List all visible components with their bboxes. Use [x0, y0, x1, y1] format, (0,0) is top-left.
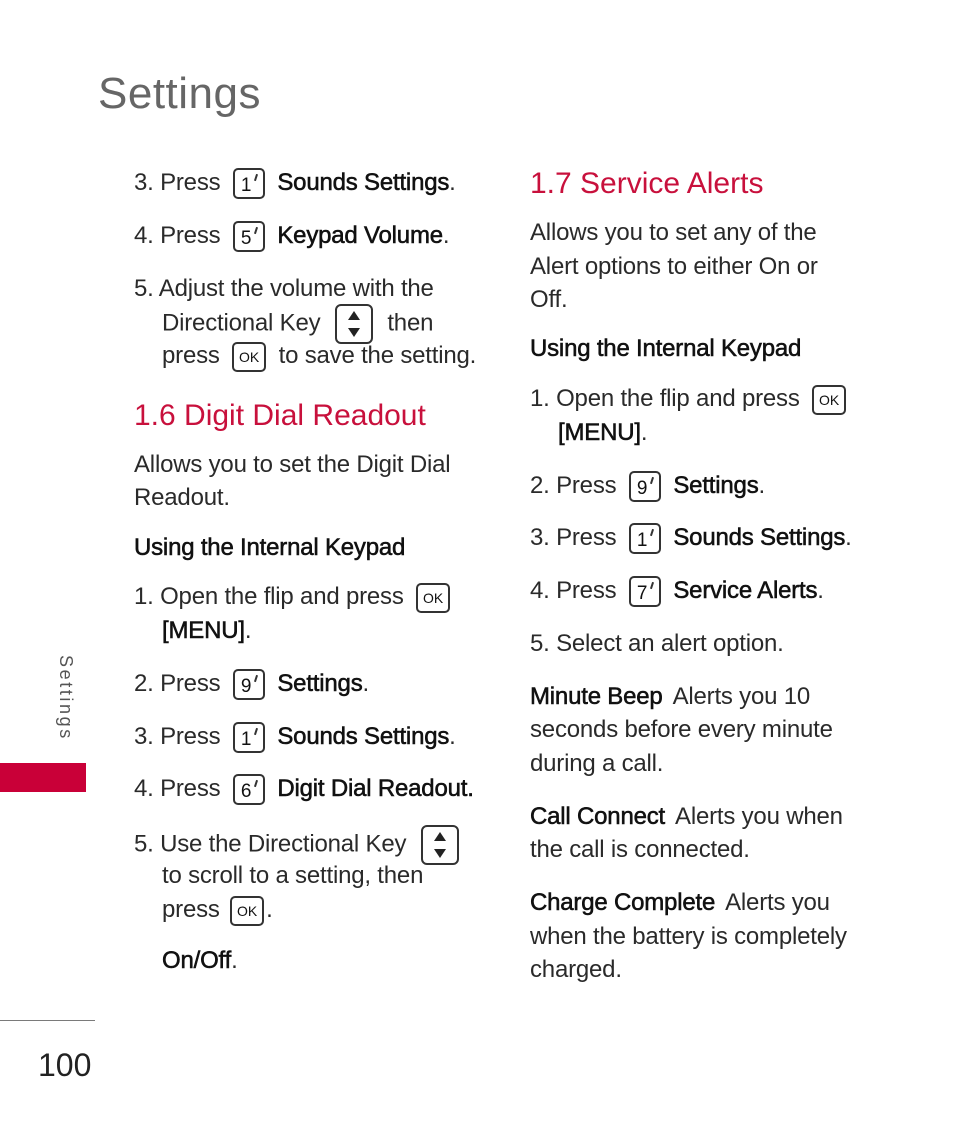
step-5-line-3: press OK to save the setting.: [162, 339, 476, 373]
side-tab-label: Settings: [56, 655, 76, 741]
step-1-open-flip: 1. Open the flip and press OK: [530, 382, 852, 416]
step-3-sounds-settings: 3. Press 1 Sounds Settings.: [134, 720, 456, 754]
option-description-line: when the battery is completely: [530, 923, 847, 950]
option-charge-complete: Charge Complete Alerts you: [530, 889, 830, 916]
step-5-select-option: 5. Select an alert option.: [530, 630, 784, 657]
step-4-keypad-volume: 4. Press 5 Keypad Volume.: [134, 219, 449, 253]
step-2-settings: 2. Press 9 Settings.: [530, 469, 765, 503]
step-1-menu: [MENU].: [558, 419, 648, 446]
section-heading-service-alerts: 1.7 Service Alerts: [530, 167, 764, 200]
key-6-icon: 6: [233, 774, 265, 805]
step-3-sounds-settings: 3. Press 1 Sounds Settings.: [530, 521, 852, 555]
key-1-icon: 1: [233, 168, 265, 199]
option-minute-beep: Minute Beep Alerts you 10: [530, 683, 811, 710]
key-mark: [254, 780, 258, 787]
ok-key-icon: OK: [416, 583, 450, 613]
section-description-line: Allows you to set any of the: [530, 219, 817, 246]
ok-key-icon: OK: [812, 385, 846, 415]
key-mark: [650, 477, 654, 484]
step-4-digit-dial-readout: 4. Press 6 Digit Dial Readout.: [134, 772, 474, 806]
section-description-line: Readout.: [134, 484, 230, 511]
page-number: 100: [38, 1047, 92, 1083]
step-1-menu: [MENU].: [162, 617, 252, 644]
key-mark: [254, 227, 258, 234]
section-heading-digit-dial-readout: 1.6 Digit Dial Readout: [134, 399, 426, 432]
option-on-off: On/Off.: [162, 947, 238, 974]
section-description-line: Alert options to either On or: [530, 253, 818, 280]
method-label: Using the Internal Keypad: [134, 534, 406, 561]
side-tab-marker: [0, 763, 86, 792]
step-5-line-1: 5. Adjust the volume with the: [134, 275, 434, 302]
key-9-icon: 9: [629, 471, 661, 502]
key-1-icon: 1: [233, 722, 265, 753]
directional-key-icon: [421, 825, 459, 865]
key-1-icon: 1: [629, 523, 661, 554]
key-mark: [650, 529, 654, 536]
option-description-line: charged.: [530, 956, 622, 983]
option-description-line: the call is connected.: [530, 836, 750, 863]
option-description-line: seconds before every minute: [530, 716, 833, 743]
option-description-line: during a call.: [530, 750, 664, 777]
option-call-connect: Call Connect Alerts you when: [530, 803, 843, 830]
key-5-icon: 5: [233, 221, 265, 252]
step-4-service-alerts: 4. Press 7 Service Alerts.: [530, 574, 824, 608]
ok-key-icon: OK: [232, 342, 266, 372]
method-label: Using the Internal Keypad: [530, 335, 802, 362]
footer-rule: [0, 1020, 95, 1021]
step-1-open-flip: 1. Open the flip and press OK: [134, 580, 456, 614]
ok-key-icon: OK: [230, 896, 264, 926]
section-description-line: Off.: [530, 286, 568, 313]
step-3-sounds-settings: 3. Press 1 Sounds Settings.: [134, 166, 456, 200]
key-7-icon: 7: [629, 576, 661, 607]
step-5-line-2: to scroll to a setting, then: [162, 862, 424, 889]
page-title: Settings: [98, 69, 261, 118]
section-description-line: Allows you to set the Digit Dial: [134, 451, 451, 478]
key-mark: [254, 728, 258, 735]
key-9-icon: 9: [233, 669, 265, 700]
step-2-settings: 2. Press 9 Settings.: [134, 667, 369, 701]
step-5-line-2: Directional Key then: [162, 304, 433, 344]
key-mark: [254, 174, 258, 181]
key-mark: [650, 582, 654, 589]
directional-key-icon: [335, 304, 373, 344]
key-mark: [254, 675, 258, 682]
step-5-line-1: 5. Use the Directional Key: [134, 825, 467, 865]
step-5-line-3: press OK .: [162, 893, 273, 927]
